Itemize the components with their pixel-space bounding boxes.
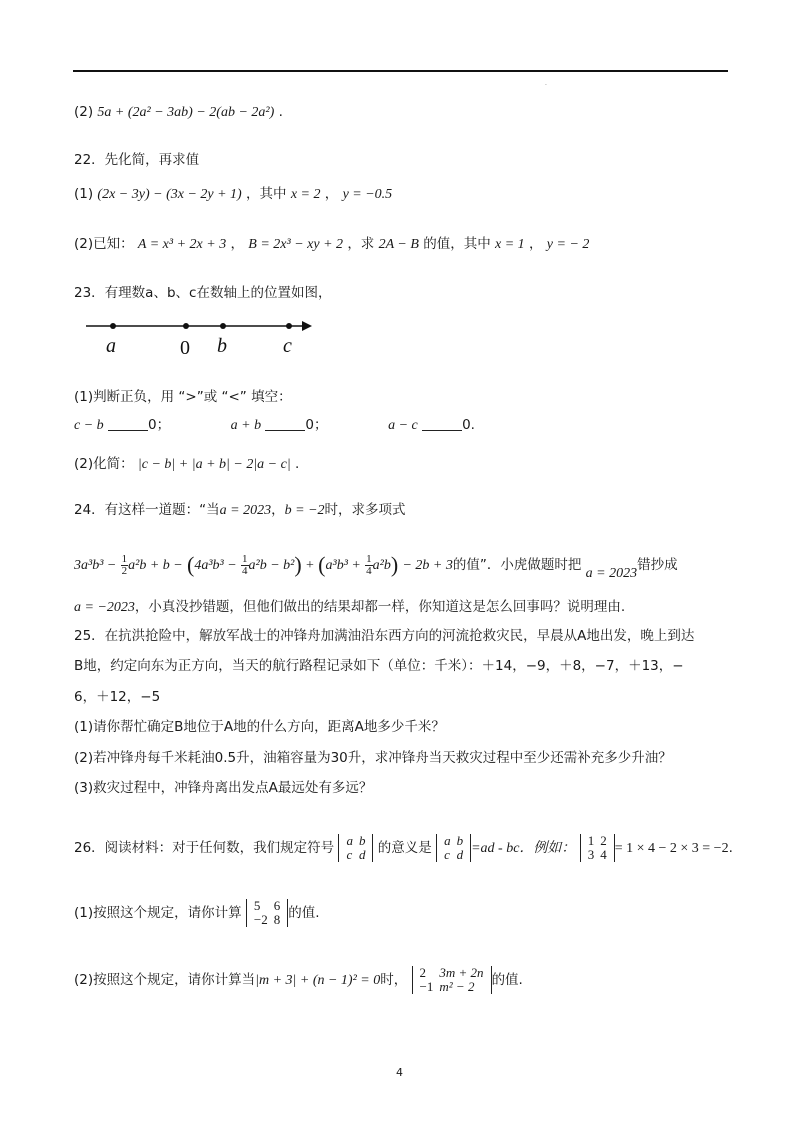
punct: ， [324, 186, 339, 202]
cell: m² − 2 [439, 979, 475, 994]
expr-a-plus-b: a + b [230, 418, 262, 433]
part-label: (2) [74, 104, 94, 120]
a-value: a = −2023 [74, 600, 135, 615]
numerator: 1 [242, 552, 248, 565]
label-c: c [283, 335, 292, 357]
text: 错抄成 [637, 557, 678, 573]
denominator: 4 [242, 564, 248, 577]
cell: a [346, 833, 353, 848]
cell: 8 [273, 912, 281, 927]
part-label: (2)化简： [74, 456, 134, 472]
point-b [220, 323, 226, 329]
poly-term: 3a³b³ − [74, 558, 117, 573]
q25-line1: 25．在抗洪抢险中，解放军战士的冲锋舟加满油沿东西方向的河流抢救灾民，早晨从A地出发，晚上到达 [74, 628, 695, 644]
fraction-quarter [241, 554, 249, 577]
punct: . [470, 417, 475, 433]
determinant-symbol [338, 834, 373, 862]
cell: c [346, 847, 353, 862]
cell: c [444, 847, 450, 862]
text: 24．有这样一道题：“当 [74, 502, 220, 518]
punct: . [294, 456, 300, 472]
blank-1[interactable] [108, 416, 148, 431]
cell: 2 [600, 833, 607, 848]
q21-part2 [74, 102, 283, 123]
numerator: 1 [366, 552, 372, 565]
fraction-quarter [365, 554, 373, 577]
expr-a-minus-c: a − c [388, 418, 418, 433]
paren-close: ) [294, 552, 302, 577]
cell: 4 [600, 847, 607, 862]
y-value: y = −0.5 [342, 187, 393, 202]
q25-part1: (1)请你帮忙确定B地位于A地的什么方向，距离A地多少千米？ [74, 719, 445, 735]
punct: ， [230, 236, 244, 252]
expr-a: A = x³ + 2x + 3 [137, 237, 227, 252]
punct: ； [156, 417, 171, 433]
poly-term: a³b³ + [325, 558, 361, 573]
cell: b [358, 833, 366, 848]
q25-line2: B地，约定向东为正方向，当天的航行路程记录如下（单位：千米）：＋14，−9，＋8，−7，＋13，− [74, 658, 684, 674]
text: 时，求多项式 [324, 502, 406, 518]
cell: 5 [253, 898, 261, 913]
cell: 1 [587, 833, 595, 848]
q26-part2 [74, 960, 523, 1001]
cell: 3m + 2n [439, 965, 484, 980]
part-label: (2)已知： [74, 236, 134, 252]
determinant-part1 [246, 899, 288, 927]
page-number: 4 [396, 1066, 403, 1079]
q24-line1 [74, 500, 406, 521]
axis-arrow-icon [302, 321, 312, 331]
y-value: y = − 2 [546, 237, 590, 252]
q23-title: 23．有理数a、b、c在数轴上的位置如图， [74, 285, 332, 301]
q26-part1 [74, 893, 320, 933]
zero: 0 [147, 417, 157, 433]
cell: d [358, 847, 366, 862]
point-c [286, 323, 292, 329]
text: 的值”．小虎做题时把 [452, 557, 582, 573]
condition: |m + 3| + (n − 1)² = 0 [255, 973, 381, 988]
a-value: a = 2023 [219, 503, 272, 518]
example-result: = 1 × 4 − 2 × 3 = −2 [614, 841, 729, 856]
blank-3[interactable] [422, 416, 462, 431]
cell: 6 [273, 898, 281, 913]
q24-line3 [74, 597, 625, 618]
expression: (2x − 3y) − (3x − 2y + 1) [97, 187, 242, 202]
determinant-part2 [412, 966, 492, 994]
definition: =ad - bc．例如： [471, 841, 576, 856]
x-value: x = 1 [495, 237, 525, 252]
poly-term: − 2b + 3 [402, 558, 453, 573]
punct: . [728, 840, 733, 856]
text: ，求 [347, 236, 375, 252]
label-0: 0 [180, 337, 190, 359]
numerator: 1 [121, 552, 128, 565]
part-label: (1) [74, 186, 94, 202]
point-a [110, 323, 116, 329]
header-rule [73, 70, 728, 72]
q23-fill-blanks [74, 415, 475, 436]
text: 26．阅读材料：对于任何数，我们规定符号 [74, 840, 335, 856]
wrong-a-value: a = 2023 [585, 566, 638, 581]
cell: b [456, 833, 464, 848]
punct: ， [271, 502, 285, 518]
text: 的值. [491, 972, 523, 988]
denominator: 4 [366, 564, 372, 577]
paren-open: ( [187, 552, 195, 577]
q26-line1 [74, 830, 733, 867]
poly-term: a²b + b − [128, 558, 183, 573]
zero: 0 [462, 417, 471, 433]
denominator: 2 [121, 564, 128, 577]
paren-open: ( [318, 552, 326, 577]
cell: −2 [253, 912, 268, 927]
cell: a [444, 833, 451, 848]
blank-2[interactable] [265, 416, 305, 431]
expression: |c − b| + |a + b| − 2|a − c| [137, 457, 291, 472]
determinant-symbol [436, 834, 471, 862]
cell: −1 [419, 979, 434, 994]
punct: ； [314, 417, 328, 433]
text: 时， [380, 972, 408, 988]
plus: + [305, 558, 314, 573]
text: ，小真没抄错题，但他们做出的结果却都一样，你知道这是怎么回事吗？说明理由. [134, 599, 626, 615]
q25-line3: 6，＋12，−5 [74, 689, 161, 705]
expression: 2A − B [378, 237, 419, 252]
determinant-example [580, 834, 615, 862]
q24-line2 [74, 550, 678, 581]
punct: ， [528, 236, 543, 252]
poly-term: a²b − b² [248, 558, 295, 573]
label-a: a [106, 335, 116, 357]
paren-close: ) [390, 552, 399, 577]
label-b: b [217, 335, 227, 357]
q25-part2: (2)若冲锋舟每千米耗油0.5升，油箱容量为30升，求冲锋舟当天救灾过程中至少还需补充多少升油？ [74, 750, 672, 766]
point-0 [183, 323, 189, 329]
q22-part2 [74, 234, 589, 255]
text: 的值. [288, 905, 320, 921]
poly-term: a²b [372, 558, 391, 573]
x-value: x = 2 [290, 187, 321, 202]
q23-part1: (1)判断正负，用 “>”或 “<” 填空： [74, 389, 292, 405]
header-mark: · [545, 82, 547, 89]
text: 的意义是 [377, 840, 432, 856]
text: (1)按照这个规定，请你计算 [74, 905, 242, 921]
q23-part2 [74, 454, 299, 475]
expr-c-minus-b: c − b [74, 418, 104, 433]
number-line-figure [80, 312, 330, 362]
zero: 0 [305, 417, 314, 433]
cell: 2 [419, 965, 427, 980]
text: (2)按照这个规定，请你计算当 [74, 972, 256, 988]
expr-b: B = 2x³ − xy + 2 [248, 237, 344, 252]
expression: 5a + (2a² − 3ab) − 2(ab − 2a²) [97, 105, 275, 120]
q22-part1 [74, 184, 392, 205]
text: 的值，其中 [423, 236, 491, 252]
q22-title: 22．先化简，再求值 [74, 152, 200, 168]
text: ，其中 [246, 186, 287, 202]
poly-term: 4a³b³ − [194, 558, 237, 573]
q25-part3: (3)救灾过程中，冲锋舟离出发点A最远处有多远？ [74, 780, 373, 796]
punct: . [278, 104, 283, 120]
cell: d [456, 847, 464, 862]
cell: 3 [587, 847, 595, 862]
b-value: b = −2 [284, 503, 325, 518]
